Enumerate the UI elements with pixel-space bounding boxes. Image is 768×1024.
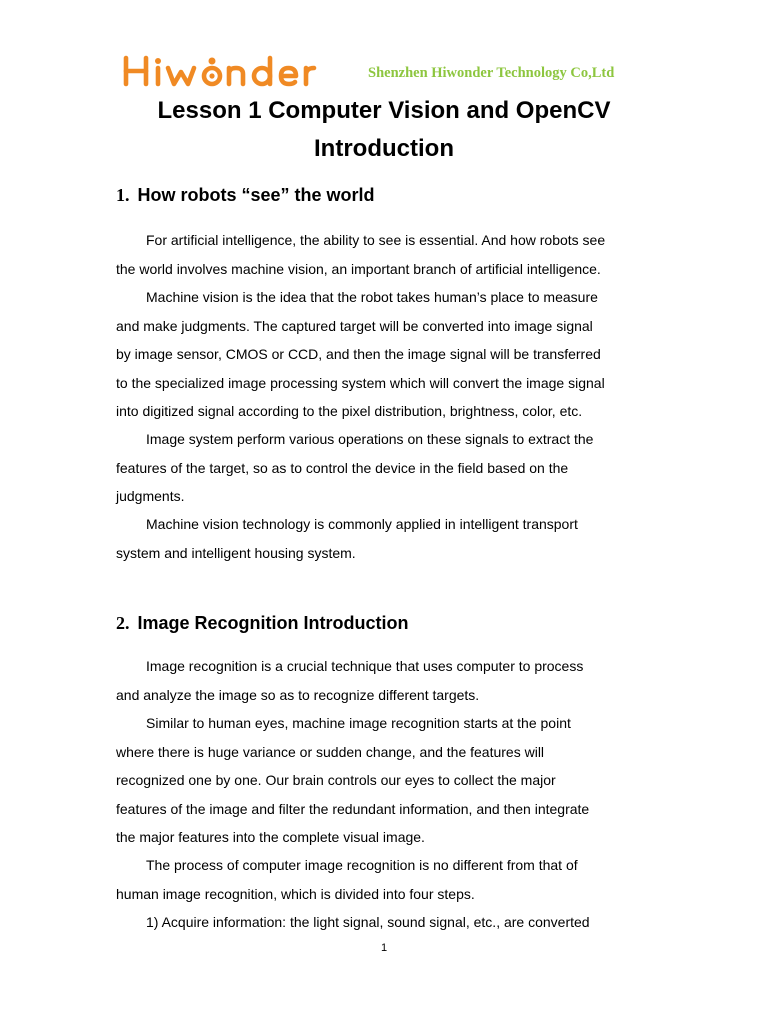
paragraph: [116, 510, 653, 567]
text-line: The process of computer image recognition is no different from that of: [146, 857, 578, 873]
paragraph: [116, 851, 653, 908]
text-line: the world involves machine vision, an important branch of artificial intelligence.: [116, 260, 601, 277]
title-line-1: Lesson 1 Computer Vision and OpenCV: [157, 97, 611, 124]
text-line: by image sensor, CMOS or CCD, and then the image signal will be transferred: [116, 346, 601, 362]
text-line: features of the image and filter the redundant information, and then integrate: [116, 800, 590, 817]
paragraph: [116, 425, 653, 511]
text-line: Image system perform various operations on these signals to extract the: [146, 431, 594, 447]
section-title: How robots “see” the world: [137, 185, 375, 205]
page-title: [100, 92, 668, 168]
section-heading: [116, 185, 375, 206]
text-line: Similar to human eyes, machine image recognition starts at the point: [146, 715, 571, 731]
section-number: 2.: [116, 613, 130, 633]
page-header: [121, 54, 661, 94]
text-line: system and intelligent housing system.: [116, 544, 356, 561]
list-item: [116, 908, 653, 937]
paragraph: [116, 709, 653, 852]
text-line: into digitized signal according to the pixel distribution, brightness, color, etc.: [116, 403, 583, 419]
text-line: and analyze the image so as to recognize different targets.: [116, 686, 480, 703]
paragraph: [116, 226, 653, 283]
title-line-2: Introduction: [314, 135, 454, 162]
text-line: and make judgments. The captured target will be converted into image signal: [116, 317, 593, 334]
text-line: Machine vision technology is commonly applied in intelligent transport: [146, 516, 578, 532]
text-line: features of the target, so as to control the device in the field based on the: [116, 459, 569, 476]
page-number: 1: [380, 942, 388, 954]
text-line: recognized one by one. Our brain controls our eyes to collect the major: [116, 772, 556, 788]
hiwonder-logo-icon: [121, 54, 351, 90]
text-line: human image recognition, which is divided into four steps.: [116, 885, 475, 902]
text-line: Machine vision is the idea that the robot takes human’s place to measure: [146, 289, 598, 305]
paragraph: [116, 652, 653, 709]
text-line: 1) Acquire information: the light signal, sound signal, etc., are converted: [146, 914, 590, 930]
text-line: the major features into the complete visual image.: [116, 829, 425, 845]
text-line: Image recognition is a crucial technique that uses computer to process: [146, 658, 584, 674]
text-line: judgments.: [116, 488, 185, 504]
section-number: 1.: [116, 185, 130, 205]
hiwonder-logo: [121, 54, 351, 90]
company-name: Shenzhen Hiwonder Technology Co,Ltd: [368, 65, 615, 81]
section-title: Image Recognition Introduction: [137, 613, 409, 633]
text-line: where there is huge variance or sudden change, and the features will: [116, 743, 545, 760]
text-line: to the specialized image processing system which will convert the image signal: [116, 374, 605, 391]
section-heading: [116, 613, 409, 634]
text-line: For artificial intelligence, the ability to see is essential. And how robots see: [146, 232, 606, 248]
paragraph: [116, 283, 653, 426]
